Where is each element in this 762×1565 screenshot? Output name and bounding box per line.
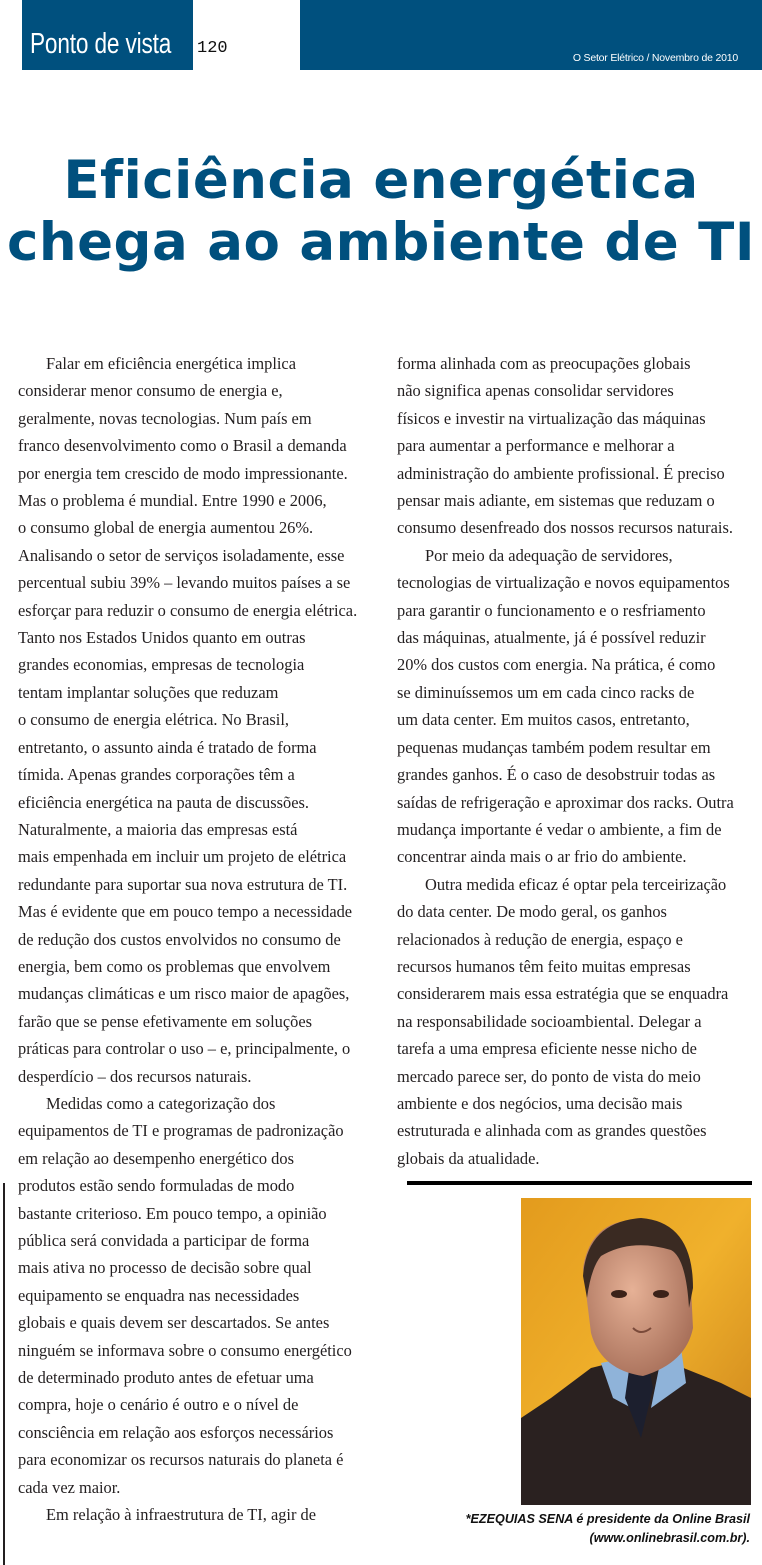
text-line: bastante criterioso. Em pouco tempo, a opinião xyxy=(18,1203,327,1223)
text-line: do data center. De modo geral, os ganhos xyxy=(397,902,667,922)
text-line: tarefa a uma empresa eficiente nesse nicho de xyxy=(397,1039,697,1059)
author-caption xyxy=(466,1510,750,1548)
text-line: farão que se pense efetivamente em soluções xyxy=(18,1011,312,1031)
text-line: físicos e investir na virtualização das máquinas xyxy=(397,408,706,428)
text-line: em relação ao desempenho energético dos xyxy=(18,1148,294,1168)
text-line: considerarem mais essa estratégia que se enquadra xyxy=(397,984,729,1004)
text-line: Analisando o setor de serviços isoladamente, esse xyxy=(18,545,345,565)
text-line: energia, bem como os problemas que envolvem xyxy=(18,956,331,976)
text-line: de redução dos custos envolvidos no consumo de xyxy=(18,929,341,949)
text-line: de determinado produto antes de efetuar uma xyxy=(18,1368,314,1388)
text-line: Outra medida eficaz é optar pela terceirização xyxy=(425,874,727,894)
text-line: Naturalmente, a maioria das empresas está xyxy=(18,819,298,839)
text-line: tentam implantar soluções que reduzam xyxy=(18,682,279,702)
text-line: equipamentos de TI e programas de padronização xyxy=(18,1121,344,1141)
text-line: forma alinhada com as preocupações globais xyxy=(397,354,691,373)
text-line: 20% dos custos com energia. Na prática, é como xyxy=(397,655,716,675)
paragraph xyxy=(18,350,378,624)
article-title xyxy=(0,150,762,274)
text-line: considerar menor consumo de energia e, xyxy=(18,381,283,401)
article-column-right xyxy=(397,350,757,1172)
text-line: tecnologias de virtualização e novos equipamentos xyxy=(397,573,730,593)
text-line: eficiência energética na pauta de discussões. xyxy=(18,792,309,812)
page-number: 120 xyxy=(197,39,228,58)
title-line-1: Eficiência energética xyxy=(63,150,699,211)
text-line: práticas para controlar o uso – e, principalmente, o xyxy=(18,1039,351,1059)
text-line: globais da atualidade. xyxy=(397,1148,540,1168)
section-label: Ponto de vista xyxy=(30,28,172,60)
paragraph xyxy=(18,1501,378,1528)
author-divider xyxy=(407,1181,752,1185)
paragraph xyxy=(18,816,378,1090)
text-line: esforçar para reduzir o consumo de energia elétrica. xyxy=(18,600,358,620)
text-line: Em relação à infraestrutura de TI, agir de xyxy=(46,1505,317,1525)
text-line: Medidas como a categorização dos xyxy=(46,1093,276,1113)
text-line: equipamento se enquadra nas necessidades xyxy=(18,1285,300,1305)
text-line: pensar mais adiante, em sistemas que reduzam o xyxy=(397,491,715,511)
text-line: relacionados à redução de energia, espaço e xyxy=(397,929,683,949)
portrait-illustration xyxy=(521,1198,751,1505)
text-line: desperdício – dos recursos naturais. xyxy=(18,1066,252,1086)
text-line: franco desenvolvimento como o Brasil a demanda xyxy=(18,436,347,456)
vertical-rule xyxy=(3,1183,5,1565)
paragraph xyxy=(397,542,757,871)
paragraph xyxy=(18,1090,378,1501)
text-line: consciência em relação aos esforços necessários xyxy=(18,1422,334,1442)
text-line: tímida. Apenas grandes corporações têm a xyxy=(18,765,295,785)
text-line: administração do ambiente profissional. É preciso xyxy=(397,463,725,483)
text-line: saídas de refrigeração e aproximar dos racks. Outra xyxy=(397,792,734,812)
text-line: na responsabilidade socioambiental. Delegar a xyxy=(397,1011,702,1031)
article-column-left xyxy=(18,350,378,1528)
paragraph xyxy=(397,871,757,1172)
text-line: percentual subiu 39% – levando muitos países a se xyxy=(18,573,351,593)
text-line: grandes economias, empresas de tecnologia xyxy=(18,655,305,675)
text-line: produtos estão sendo formuladas de modo xyxy=(18,1176,295,1196)
text-line: recursos humanos têm feito muitas empresas xyxy=(397,956,691,976)
text-line: Mas o problema é mundial. Entre 1990 e 2006, xyxy=(18,491,327,511)
text-line: concentrar ainda mais o ar frio do ambiente. xyxy=(397,847,687,867)
text-line: ninguém se informava sobre o consumo energético xyxy=(18,1340,352,1360)
text-line: o consumo de energia elétrica. No Brasil, xyxy=(18,710,289,730)
paragraph xyxy=(397,350,757,542)
text-line: Falar em eficiência energética implica xyxy=(46,354,296,373)
text-line: grandes ganhos. É o caso de desobstruir todas as xyxy=(397,765,716,785)
text-line: o consumo global de energia aumentou 26%. xyxy=(18,518,314,538)
text-line: mais empenhada em incluir um projeto de elétrica xyxy=(18,847,347,867)
text-line: mais ativa no processo de decisão sobre qual xyxy=(18,1258,312,1278)
title-line-2: chega ao ambiente de TI xyxy=(6,212,756,273)
text-line: pequenas mudanças também podem resultar em xyxy=(397,737,711,757)
text-line: cada vez maior. xyxy=(18,1477,121,1497)
text-line: pública será convidada a participar de forma xyxy=(18,1231,310,1250)
text-line: para economizar os recursos naturais do planeta é xyxy=(18,1450,344,1470)
text-line: Mas é evidente que em pouco tempo a necessidade xyxy=(18,902,353,922)
text-line: por energia tem crescido de modo impressionante. xyxy=(18,463,348,483)
text-line: das máquinas, atualmente, já é possível reduzir xyxy=(397,628,706,648)
text-line: não significa apenas consolidar servidores xyxy=(397,381,674,401)
publication-info: O Setor Elétrico / Novembro de 2010 xyxy=(572,52,738,64)
text-line: se diminuíssemos um em cada cinco racks de xyxy=(397,682,695,702)
text-line: compra, hoje o cenário é outro e o nível de xyxy=(18,1395,299,1415)
text-line: mercado parece ser, do ponto de vista do meio xyxy=(397,1066,701,1086)
text-line: para garantir o funcionamento e o resfriamento xyxy=(397,600,706,620)
text-line: ambiente e dos negócios, uma decisão mais xyxy=(397,1093,683,1113)
text-line: geralmente, novas tecnologias. Num país em xyxy=(18,408,312,428)
text-line: mudança importante é vedar o ambiente, a fim de xyxy=(397,819,722,839)
paragraph xyxy=(18,624,378,816)
text-line: para aumentar a performance e melhorar a xyxy=(397,436,675,456)
caption-website-line: (www.onlinebrasil.com.br). xyxy=(589,1531,750,1545)
text-line: consumo desenfreado dos nossos recursos naturais. xyxy=(397,518,733,538)
text-line: entretanto, o assunto ainda é tratado de forma xyxy=(18,737,317,757)
text-line: Tanto nos Estados Unidos quanto em outras xyxy=(18,628,306,648)
text-line: estruturada e alinhada com as grandes questões xyxy=(397,1121,707,1141)
text-line: mudanças climáticas e um risco maior de apagões, xyxy=(18,984,350,1004)
publication-banner xyxy=(300,0,762,70)
text-line: globais e quais devem ser descartados. Se antes xyxy=(18,1313,330,1333)
text-line: redundante para suportar sua nova estrutura de TI. xyxy=(18,874,348,894)
author-photo xyxy=(521,1198,751,1505)
text-line: um data center. Em muitos casos, entretanto, xyxy=(397,710,690,730)
caption-author-line: *EZEQUIAS SENA é presidente da Online Brasil xyxy=(465,1512,750,1526)
text-line: Por meio da adequação de servidores, xyxy=(425,545,673,565)
